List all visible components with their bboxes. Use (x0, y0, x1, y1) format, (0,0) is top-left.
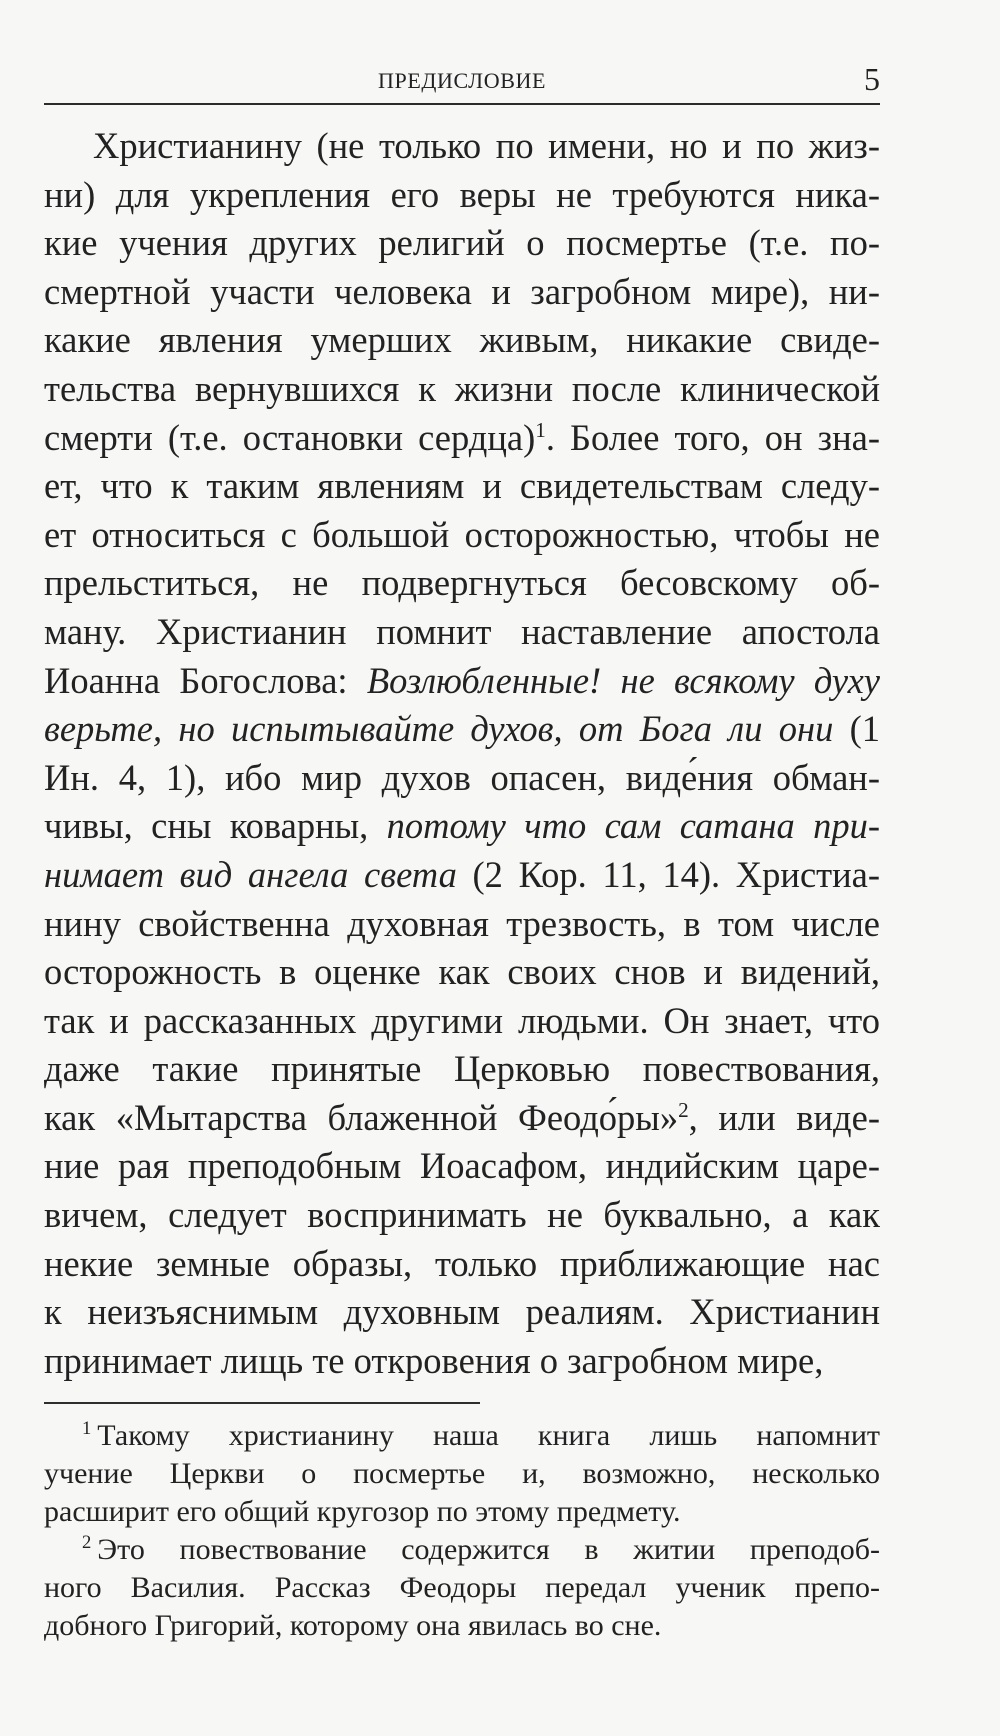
text-segment: ни) для укрепления его веры не требуются ника- (44, 173, 880, 215)
text-segment: Ин. 4, 1), ибо мир духов опасен, виде́ния обман- (44, 756, 880, 798)
text-line (44, 754, 880, 803)
text-line (44, 462, 880, 511)
footnote-line (44, 1455, 880, 1493)
text-line (44, 802, 880, 851)
text-segment: так и рассказанных другими людьми. Он знает, что (44, 999, 880, 1041)
text-segment: ет, что к таким явлениям и свидетельствам следу- (44, 465, 880, 507)
text-line (44, 1240, 880, 1289)
text-line (44, 171, 880, 220)
italic-quote: верьте, но испытывайте духов, от Бога ли они (44, 708, 834, 750)
text-segment: . Более того, он зна- (545, 416, 880, 458)
text-line (44, 316, 880, 365)
footnote-text: Это повествование содержится в житии преподоб- (97, 1533, 880, 1566)
footnote-line (44, 1531, 880, 1569)
text-segment: смерти (т.е. остановки сердца) (44, 416, 536, 458)
text-line (44, 1191, 880, 1240)
text-line (44, 511, 880, 560)
text-line (44, 900, 880, 949)
text-segment: прельститься, не подвергнуться бесовскому об- (44, 562, 880, 604)
text-segment: Иоанна Богослова: (44, 659, 367, 701)
text-segment: даже такие принятые Церковью повествования, (44, 1048, 880, 1090)
text-line (44, 1142, 880, 1191)
text-segment: осторожность в оценке как своих снов и видений, (44, 951, 880, 993)
text-line (44, 559, 880, 608)
text-line (44, 268, 880, 317)
text-line (44, 1288, 880, 1337)
running-head (44, 60, 880, 104)
text-segment: вичем, следует воспринимать не буквально, а как (44, 1194, 880, 1236)
text-line (44, 608, 880, 657)
text-segment: некие земные образы, только приближающие нас (44, 1242, 880, 1284)
footnote-line (44, 1607, 880, 1645)
footnote-text: добного Григорий, которому она явилась во сне. (44, 1609, 662, 1642)
main-paragraph (44, 122, 880, 1385)
text-line (44, 657, 880, 706)
footnote-text: учение Церкви о посмертье и, возможно, несколько (44, 1457, 880, 1490)
page-number: 5 (864, 61, 880, 97)
text-segment: (1 (833, 708, 880, 750)
footnote (44, 1417, 880, 1531)
footnote-text: Такому христианину наша книга лишь напомнит (97, 1419, 880, 1452)
footnote-number: 2 (82, 1532, 92, 1553)
text-line (44, 948, 880, 997)
italic-quote: потому что сам сатана при- (386, 805, 880, 847)
text-line (44, 851, 880, 900)
footnote-reference: 2 (678, 1097, 689, 1122)
footnote-line (44, 1569, 880, 1607)
text-segment: ет относиться с большой осторожностью, чтобы не (44, 513, 880, 555)
text-segment: (2 Кор. 11, 14). Христиа- (456, 853, 880, 895)
text-segment: принимает лищь те откровения о загробном мире, (44, 1339, 824, 1381)
text-line (44, 1045, 880, 1094)
text-segment: чивы, сны коварны, (44, 805, 387, 847)
footnotes (44, 1417, 880, 1645)
footnote-text: расширит его общий кругозор по этому предмету. (44, 1495, 681, 1528)
footnote-line (44, 1417, 880, 1455)
footnote-line (44, 1493, 880, 1531)
text-line (44, 1337, 880, 1386)
text-line (44, 219, 880, 268)
text-segment: кие учения других религий о посмертье (т.е. по- (44, 222, 880, 264)
text-segment: Христианину (не только по имени, но и по жиз- (93, 125, 880, 166)
footnote-text: ного Василия. Рассказ Феодоры передал ученик препо- (44, 1571, 880, 1604)
text-segment: к неизъяснимым духовным реалиям. Христианин (44, 1291, 880, 1333)
text-line (44, 997, 880, 1046)
text-segment: смертной участи человека и загробном мире), ни- (44, 270, 880, 312)
text-segment: как «Мытарства блаженной Феодо́ры» (44, 1096, 679, 1138)
running-title: ПРЕДИСЛОВИЕ (378, 68, 546, 93)
text-line (44, 365, 880, 414)
text-line (44, 414, 880, 463)
text-segment: тельства вернувшихся к жизни после клинической (44, 367, 880, 409)
text-line (44, 122, 880, 171)
footnote (44, 1531, 880, 1645)
footnote-number: 1 (82, 1418, 92, 1439)
text-segment: ние рая преподобным Иоасафом, индийским царе- (44, 1145, 880, 1187)
text-segment: какие явления умерших живым, никакие свиде- (44, 319, 880, 361)
header-rule (44, 103, 880, 105)
footnote-separator (44, 1402, 480, 1404)
italic-quote: Возлюбленные! не всякому духу (366, 659, 881, 701)
text-segment: нину свойственна духовная трезвость, в том числе (44, 902, 880, 944)
text-segment: ману. Христианин помнит наставление апостола (44, 610, 880, 652)
text-segment: , или виде- (688, 1096, 880, 1138)
italic-quote: нимает вид ангела света (44, 853, 457, 895)
text-line (44, 705, 880, 754)
footnote-reference: 1 (535, 417, 546, 442)
text-line (44, 1094, 880, 1143)
